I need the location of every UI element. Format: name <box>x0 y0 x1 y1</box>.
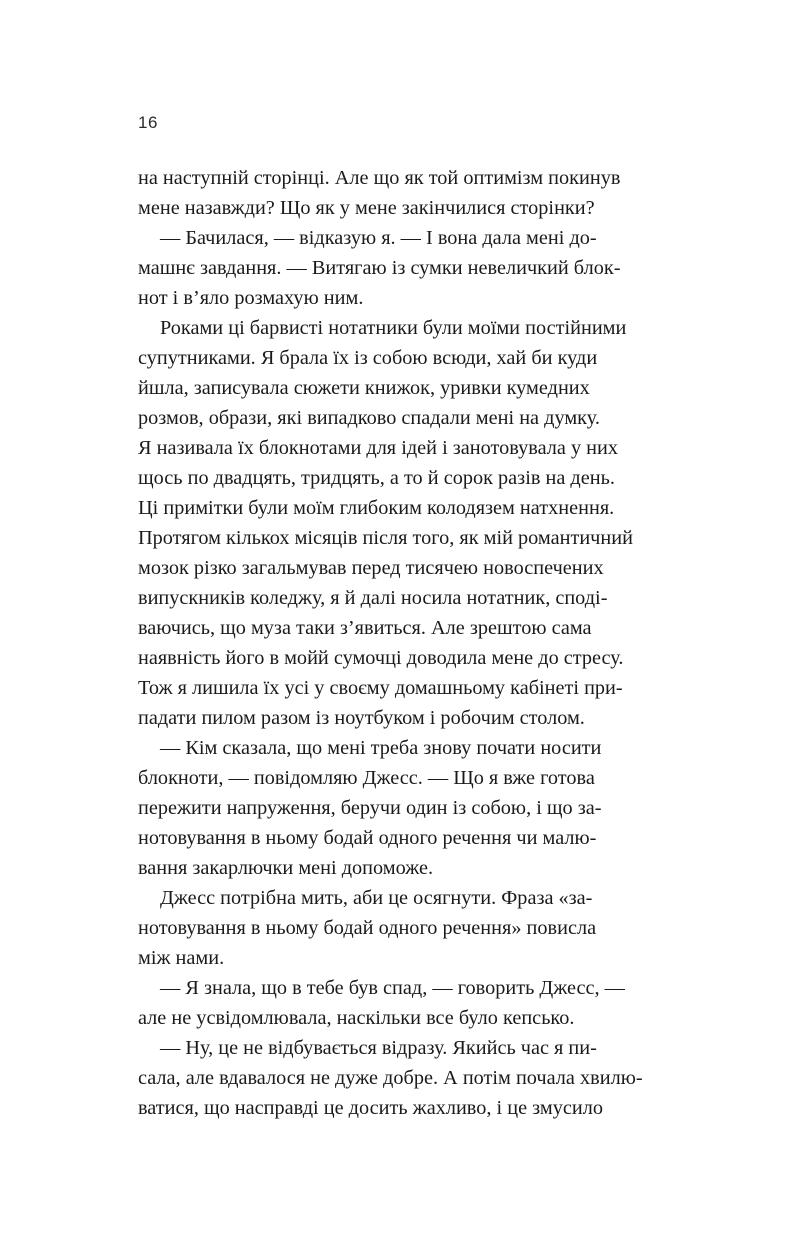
text-line: ваючись, що муза таки з’явиться. Але зрештою сама <box>138 617 592 639</box>
text-line: наявність його в мойй сумочці доводила мене до стресу. <box>138 647 624 669</box>
text-line: — Бачилася, — відказую я. — І вона дала мені до- <box>160 227 597 249</box>
text-line: між нами. <box>138 947 225 969</box>
text-line: нот і в’яло розмахую ним. <box>138 287 364 309</box>
paragraph <box>138 973 692 1033</box>
text-line: падати пилом разом із ноутбуком і робочим столом. <box>138 707 585 729</box>
text-line: нотовування в ньому бодай одного речення чи малю- <box>138 827 597 849</box>
paragraph <box>138 223 692 313</box>
text-line: — Я знала, що в тебе був спад, — говорить Джесс, — <box>160 977 625 999</box>
text-line: розмов, образи, які випадково спадали мені на думку. <box>138 407 600 429</box>
text-line: мене назавжди? Що як у мене закінчилися сторінки? <box>138 197 595 219</box>
text-line: Тож я лишила їх усі у своєму домашньому кабінеті при- <box>138 677 623 699</box>
text-line: Ці примітки були моїм глибоким колодязем натхнення. <box>138 497 615 519</box>
text-line: нотовування в ньому бодай одного речення» повисла <box>138 917 597 939</box>
text-line: йшла, записувала сюжети книжок, уривки кумедних <box>138 377 590 399</box>
body-text <box>138 163 692 1123</box>
text-line: на наступній сторінці. Але що як той оптимізм покинув <box>138 167 621 189</box>
paragraph <box>138 733 692 883</box>
page-number: 16 <box>138 113 158 132</box>
paragraph <box>138 883 692 973</box>
text-line: сала, але вдавалося не дуже добре. А потім почала хвилю- <box>138 1067 643 1089</box>
text-line: випускників коледжу, я й далі носила нотатник, споді- <box>138 587 608 609</box>
paragraph <box>138 163 692 223</box>
text-line: ватися, що насправді це досить жахливо, і це змусило <box>138 1097 603 1119</box>
text-line: супутниками. Я брала їх із собою всюди, хай би куди <box>138 347 598 369</box>
paragraph <box>138 1033 692 1123</box>
text-line: але не усвідомлювала, наскільки все було кепсько. <box>138 1007 575 1029</box>
text-line: Протягом кількох місяців після того, як мій романтичний <box>138 527 633 549</box>
text-line: машнє завдання. — Витягаю із сумки невеличкий блок- <box>138 257 621 279</box>
text-line: — Кім сказала, що мені треба знову почати носити <box>160 737 602 759</box>
text-line: мозок різко загальмував перед тисячею новоспечених <box>138 557 604 579</box>
text-line: Роками ці барвисті нотатники були моїми постійними <box>160 317 627 339</box>
text-line: Я називала їх блокнотами для ідей і занотовувала у них <box>138 437 619 459</box>
text-line: пережити напруження, беручи один із собою, і що за- <box>138 797 602 819</box>
text-line: щось по двадцять, тридцять, а то й сорок разів на день. <box>138 467 615 489</box>
text-line: блокноти, — повідомляю Джесс. — Що я вже готова <box>138 767 595 789</box>
paragraph <box>138 313 692 733</box>
text-line: Джесс потрібна мить, аби це осягнути. Фраза «за- <box>160 887 593 909</box>
text-line: — Ну, це не відбувається відразу. Якийсь час я пи- <box>160 1037 597 1059</box>
text-line: вання закарлючки мені допоможе. <box>138 857 434 879</box>
